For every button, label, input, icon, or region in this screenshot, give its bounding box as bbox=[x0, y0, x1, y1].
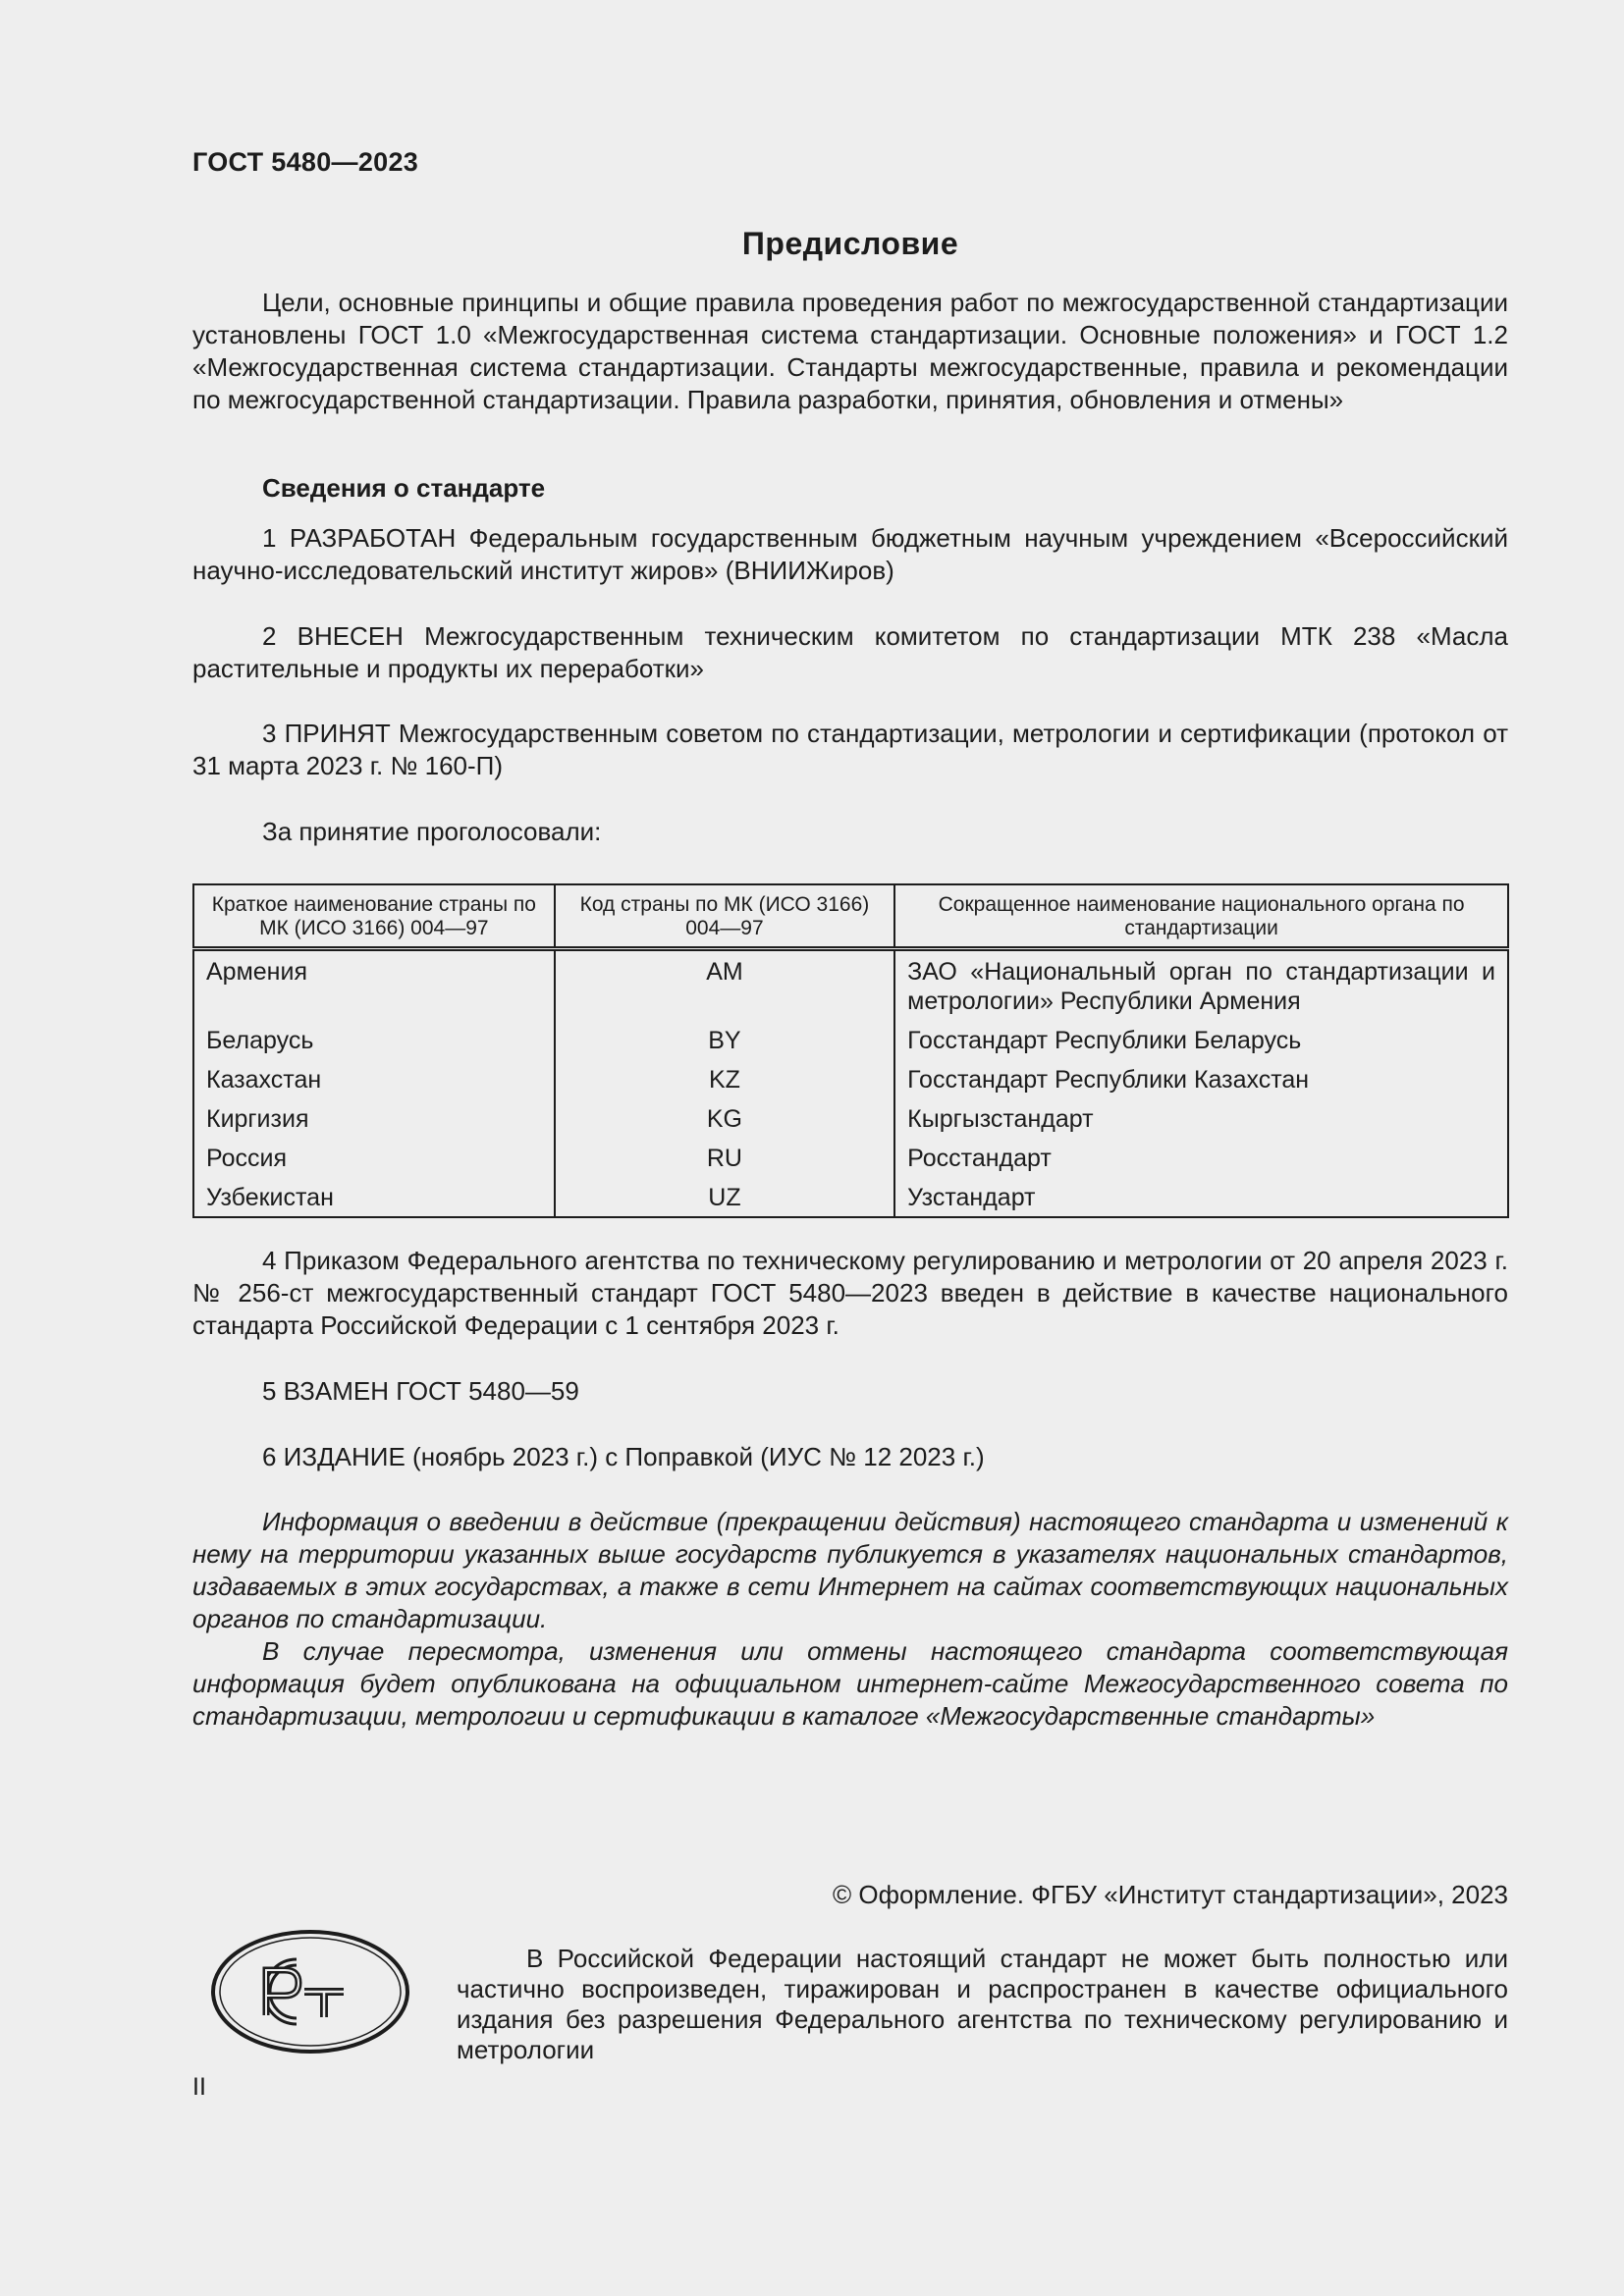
code-cell: AM bbox=[555, 949, 894, 1021]
table-row bbox=[193, 1138, 1508, 1177]
rst-certification-logo bbox=[210, 1929, 410, 2055]
column-header-code: Код страны по МК (ИСО 3166) 004—97 bbox=[555, 884, 894, 949]
body-cell: Госстандарт Республики Казахстан bbox=[894, 1059, 1508, 1098]
item-5: 5 ВЗАМЕН ГОСТ 5480—59 bbox=[262, 1376, 579, 1406]
table-row bbox=[193, 1177, 1508, 1217]
item-3: 3 ПРИНЯТ Межгосударственным советом по стандартизации, метрологии и сертификации (протокол от 31 марта 2023 г. № 160-П) bbox=[192, 719, 1508, 780]
info-heading: Сведения о стандарте bbox=[262, 473, 546, 503]
code-cell: KG bbox=[555, 1098, 894, 1138]
item-6: 6 ИЗДАНИЕ (ноябрь 2023 г.) с Поправкой (ИУС № 12 2023 г.) bbox=[262, 1442, 985, 1471]
country-cell: Узбекистан bbox=[193, 1177, 555, 1217]
item-2: 2 ВНЕСЕН Межгосударственным техническим комитетом по стандартизации МТК 238 «Масла растительные и продукты их переработки» bbox=[192, 621, 1508, 683]
body-cell: Росстандарт bbox=[894, 1138, 1508, 1177]
copyright-line: © Оформление. ФГБУ «Институт стандартизации», 2023 bbox=[833, 1880, 1508, 1909]
country-cell: Казахстан bbox=[193, 1059, 555, 1098]
code-cell: BY bbox=[555, 1020, 894, 1059]
page-number: II bbox=[192, 2073, 206, 2101]
code-cell: KZ bbox=[555, 1059, 894, 1098]
code-cell: RU bbox=[555, 1138, 894, 1177]
body-cell: Госстандарт Республики Беларусь bbox=[894, 1020, 1508, 1059]
table-row bbox=[193, 949, 1508, 1021]
table-row bbox=[193, 1059, 1508, 1098]
italic-note-1: Информация о введении в действие (прекращении действия) настоящего стандарта и изменений к нему на территории указанных выше государств публикуется в указателях национальных стандартов, издаваемых в этих государствах, а также в сети Интернет на сайтах соответствующих национальных органов по стандартизации. bbox=[192, 1507, 1508, 1633]
country-cell: Беларусь bbox=[193, 1020, 555, 1059]
item-4: 4 Приказом Федерального агентства по техническому регулированию и метрологии от 20 апреля 2023 г. № 256-ст межгосударственный стандарт ГОСТ 5480—2023 введен в действие в качестве национального стандарта Российской Федерации с 1 сентября 2023 г. bbox=[192, 1246, 1508, 1340]
table-row bbox=[193, 1020, 1508, 1059]
code-cell: UZ bbox=[555, 1177, 894, 1217]
document-header: ГОСТ 5480—2023 bbox=[192, 147, 419, 177]
body-cell: ЗАО «Национальный орган по стандартизации и метрологии» Республики Армения bbox=[894, 949, 1508, 1021]
table-row bbox=[193, 1098, 1508, 1138]
country-cell: Россия bbox=[193, 1138, 555, 1177]
body-cell: Кыргызстандарт bbox=[894, 1098, 1508, 1138]
italic-note-2: В случае пересмотра, изменения или отмены настоящего стандарта соответствующая информация будет опубликована на официальном интернет-сайте Межгосударственного совета по стандартизации, метрологии и сертификации в каталоге «Межгосударственные стандарты» bbox=[192, 1636, 1508, 1731]
body-cell: Узстандарт bbox=[894, 1177, 1508, 1217]
voted-label: За принятие проголосовали: bbox=[262, 817, 602, 846]
intro-paragraph: Цели, основные принципы и общие правила проведения работ по межгосударственной стандартизации установлены ГОСТ 1.0 «Межгосударственная система стандартизации. Основные положения» и ГОСТ 1.2 «Межгосударственная система стандартизации. Стандарты межгосударственные, правила и рекомендации по межгосударственной стандартизации. Правила разработки, принятия, обновления и отмены» bbox=[192, 288, 1508, 414]
voting-table bbox=[192, 883, 1509, 1218]
column-header-body: Сокращенное наименование национального органа по стандартизации bbox=[894, 884, 1508, 949]
item-1: 1 РАЗРАБОТАН Федеральным государственным бюджетным научным учреждением «Всероссийский научно-исследовательский институт жиров» (ВНИИЖиров) bbox=[192, 523, 1508, 585]
country-cell: Киргизия bbox=[193, 1098, 555, 1138]
country-cell: Армения bbox=[193, 949, 555, 1021]
copyright-notice: В Российской Федерации настоящий стандарт не может быть полностью или частично воспроизведен, тиражирован и распространен в качестве официального издания без разрешения Федерального агентства по техническому регулированию и метрологии bbox=[457, 1944, 1508, 2064]
page-title: Предисловие bbox=[741, 226, 959, 261]
column-header-country: Краткое наименование страны по МК (ИСО 3166) 004—97 bbox=[193, 884, 555, 949]
table-header-row bbox=[193, 884, 1508, 949]
